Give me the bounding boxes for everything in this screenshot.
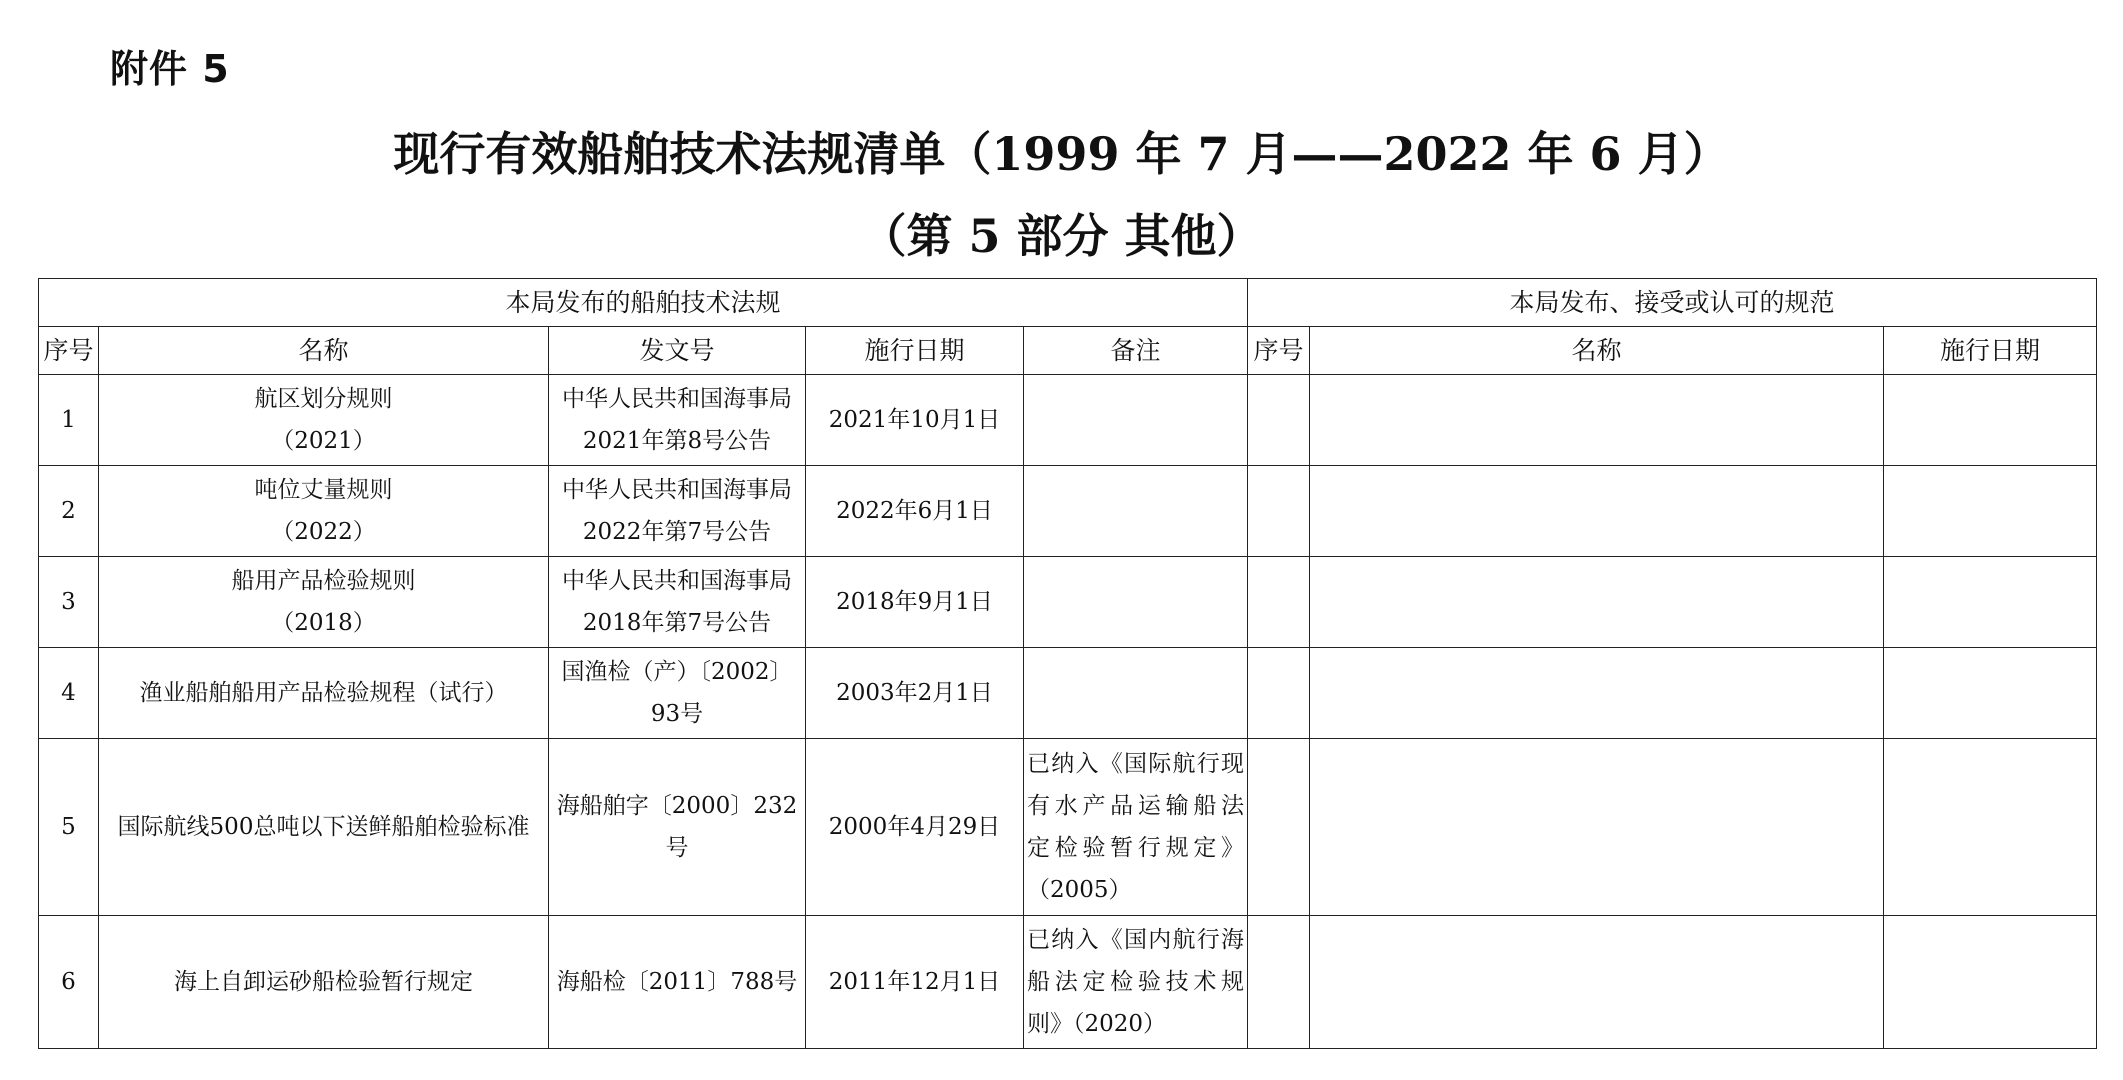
row-note — [1024, 916, 1248, 1049]
row-name-line: 船用产品检验规则 — [231, 568, 416, 594]
table-row — [39, 466, 2097, 557]
col-header-note: 备注 — [1024, 327, 1248, 375]
row-doc — [549, 648, 806, 739]
row-name-line: 吨位丈量规则 — [254, 477, 393, 503]
row-name-line: 海上自卸运砂船检验暂行规定 — [174, 969, 473, 995]
row-right-date — [1884, 739, 2097, 916]
row-doc-line: 海船舶字〔2000〕232 — [556, 793, 798, 819]
row-no: 5 — [39, 739, 99, 916]
row-doc — [549, 466, 806, 557]
row-right-no — [1248, 739, 1310, 916]
row-no: 2 — [39, 466, 99, 557]
row-doc — [549, 916, 806, 1049]
row-doc — [549, 375, 806, 466]
row-right-date — [1884, 466, 2097, 557]
row-note — [1024, 557, 1248, 648]
row-date: 2011年12月1日 — [806, 916, 1024, 1049]
row-doc-line: 93号 — [650, 701, 704, 727]
row-name — [99, 916, 549, 1049]
row-right-no — [1248, 916, 1310, 1049]
row-right-name — [1310, 739, 1884, 916]
row-doc — [549, 739, 806, 916]
row-name-line: 航区划分规则 — [254, 386, 393, 412]
row-date: 2003年2月1日 — [806, 648, 1024, 739]
row-right-date — [1884, 557, 2097, 648]
row-doc-line: 号 — [665, 835, 689, 861]
row-date: 2022年6月1日 — [806, 466, 1024, 557]
row-name — [99, 739, 549, 916]
col-header-right-name: 名称 — [1310, 327, 1884, 375]
col-header-doc: 发文号 — [549, 327, 806, 375]
col-header-date: 施行日期 — [806, 327, 1024, 375]
table-row — [39, 739, 2097, 916]
row-note — [1024, 648, 1248, 739]
col-header-right-date: 施行日期 — [1884, 327, 2097, 375]
row-right-date — [1884, 648, 2097, 739]
row-right-date — [1884, 916, 2097, 1049]
row-name-line: （2018） — [271, 610, 376, 636]
row-note-line: 则》（2020） — [1027, 1011, 1167, 1037]
row-doc-line: 2018年第7号公告 — [582, 610, 772, 636]
row-name — [99, 375, 549, 466]
row-doc-line: 2022年第7号公告 — [582, 519, 772, 545]
attachment-label: 附件 5 — [110, 47, 230, 91]
row-doc-line: 中华人民共和国海事局 — [562, 568, 792, 594]
regulation-table — [38, 278, 2097, 1049]
row-right-no — [1248, 648, 1310, 739]
table-row — [39, 916, 2097, 1049]
row-name-line: （2022） — [271, 519, 376, 545]
row-right-name — [1310, 557, 1884, 648]
row-note-line: 有水产品运输船法 — [1027, 793, 1245, 819]
row-note — [1024, 739, 1248, 916]
page-subtitle: （第 5 部分 其他） — [860, 209, 1263, 263]
row-right-name — [1310, 648, 1884, 739]
row-no: 6 — [39, 916, 99, 1049]
row-note-line: （2005） — [1027, 877, 1132, 903]
col-header-no: 序号 — [39, 327, 99, 375]
table-row — [39, 557, 2097, 648]
row-right-no — [1248, 375, 1310, 466]
row-no: 1 — [39, 375, 99, 466]
table-row — [39, 375, 2097, 466]
row-right-no — [1248, 557, 1310, 648]
row-right-name — [1310, 375, 1884, 466]
row-name-line: 渔业船舶船用产品检验规程（试行） — [139, 680, 508, 706]
row-right-name — [1310, 466, 1884, 557]
row-doc-line: 国渔检（产）〔2002〕 — [561, 659, 793, 685]
row-doc — [549, 557, 806, 648]
row-name-line: （2021） — [271, 428, 376, 454]
row-date: 2000年4月29日 — [806, 739, 1024, 916]
row-name — [99, 557, 549, 648]
row-name — [99, 466, 549, 557]
group-header-left: 本局发布的船舶技术法规 — [39, 279, 1248, 327]
col-header-name: 名称 — [99, 327, 549, 375]
row-note-line: 定检验暂行规定》 — [1027, 835, 1245, 861]
page-title: 现行有效船舶技术法规清单（1999 年 7 月——2022 年 6 月） — [393, 127, 1730, 181]
group-header-right: 本局发布、接受或认可的规范 — [1248, 279, 2097, 327]
row-note-line: 船法定检验技术规 — [1027, 969, 1245, 995]
row-doc-line: 2021年第8号公告 — [582, 428, 772, 454]
row-doc-line: 中华人民共和国海事局 — [562, 477, 792, 503]
table-row — [39, 648, 2097, 739]
row-date: 2018年9月1日 — [806, 557, 1024, 648]
row-right-name — [1310, 916, 1884, 1049]
row-note-line: 已纳入《国内航行海 — [1027, 927, 1245, 953]
row-no: 4 — [39, 648, 99, 739]
row-right-no — [1248, 466, 1310, 557]
row-right-date — [1884, 375, 2097, 466]
col-header-right-no: 序号 — [1248, 327, 1310, 375]
row-note — [1024, 375, 1248, 466]
row-note — [1024, 466, 1248, 557]
row-no: 3 — [39, 557, 99, 648]
row-name — [99, 648, 549, 739]
row-name-line: 国际航线500总吨以下送鲜船舶检验标准 — [117, 814, 530, 840]
row-doc-line: 中华人民共和国海事局 — [562, 386, 792, 412]
row-note-line: 已纳入《国际航行现 — [1027, 751, 1245, 777]
row-doc-line: 海船检〔2011〕788号 — [556, 969, 798, 995]
row-date: 2021年10月1日 — [806, 375, 1024, 466]
